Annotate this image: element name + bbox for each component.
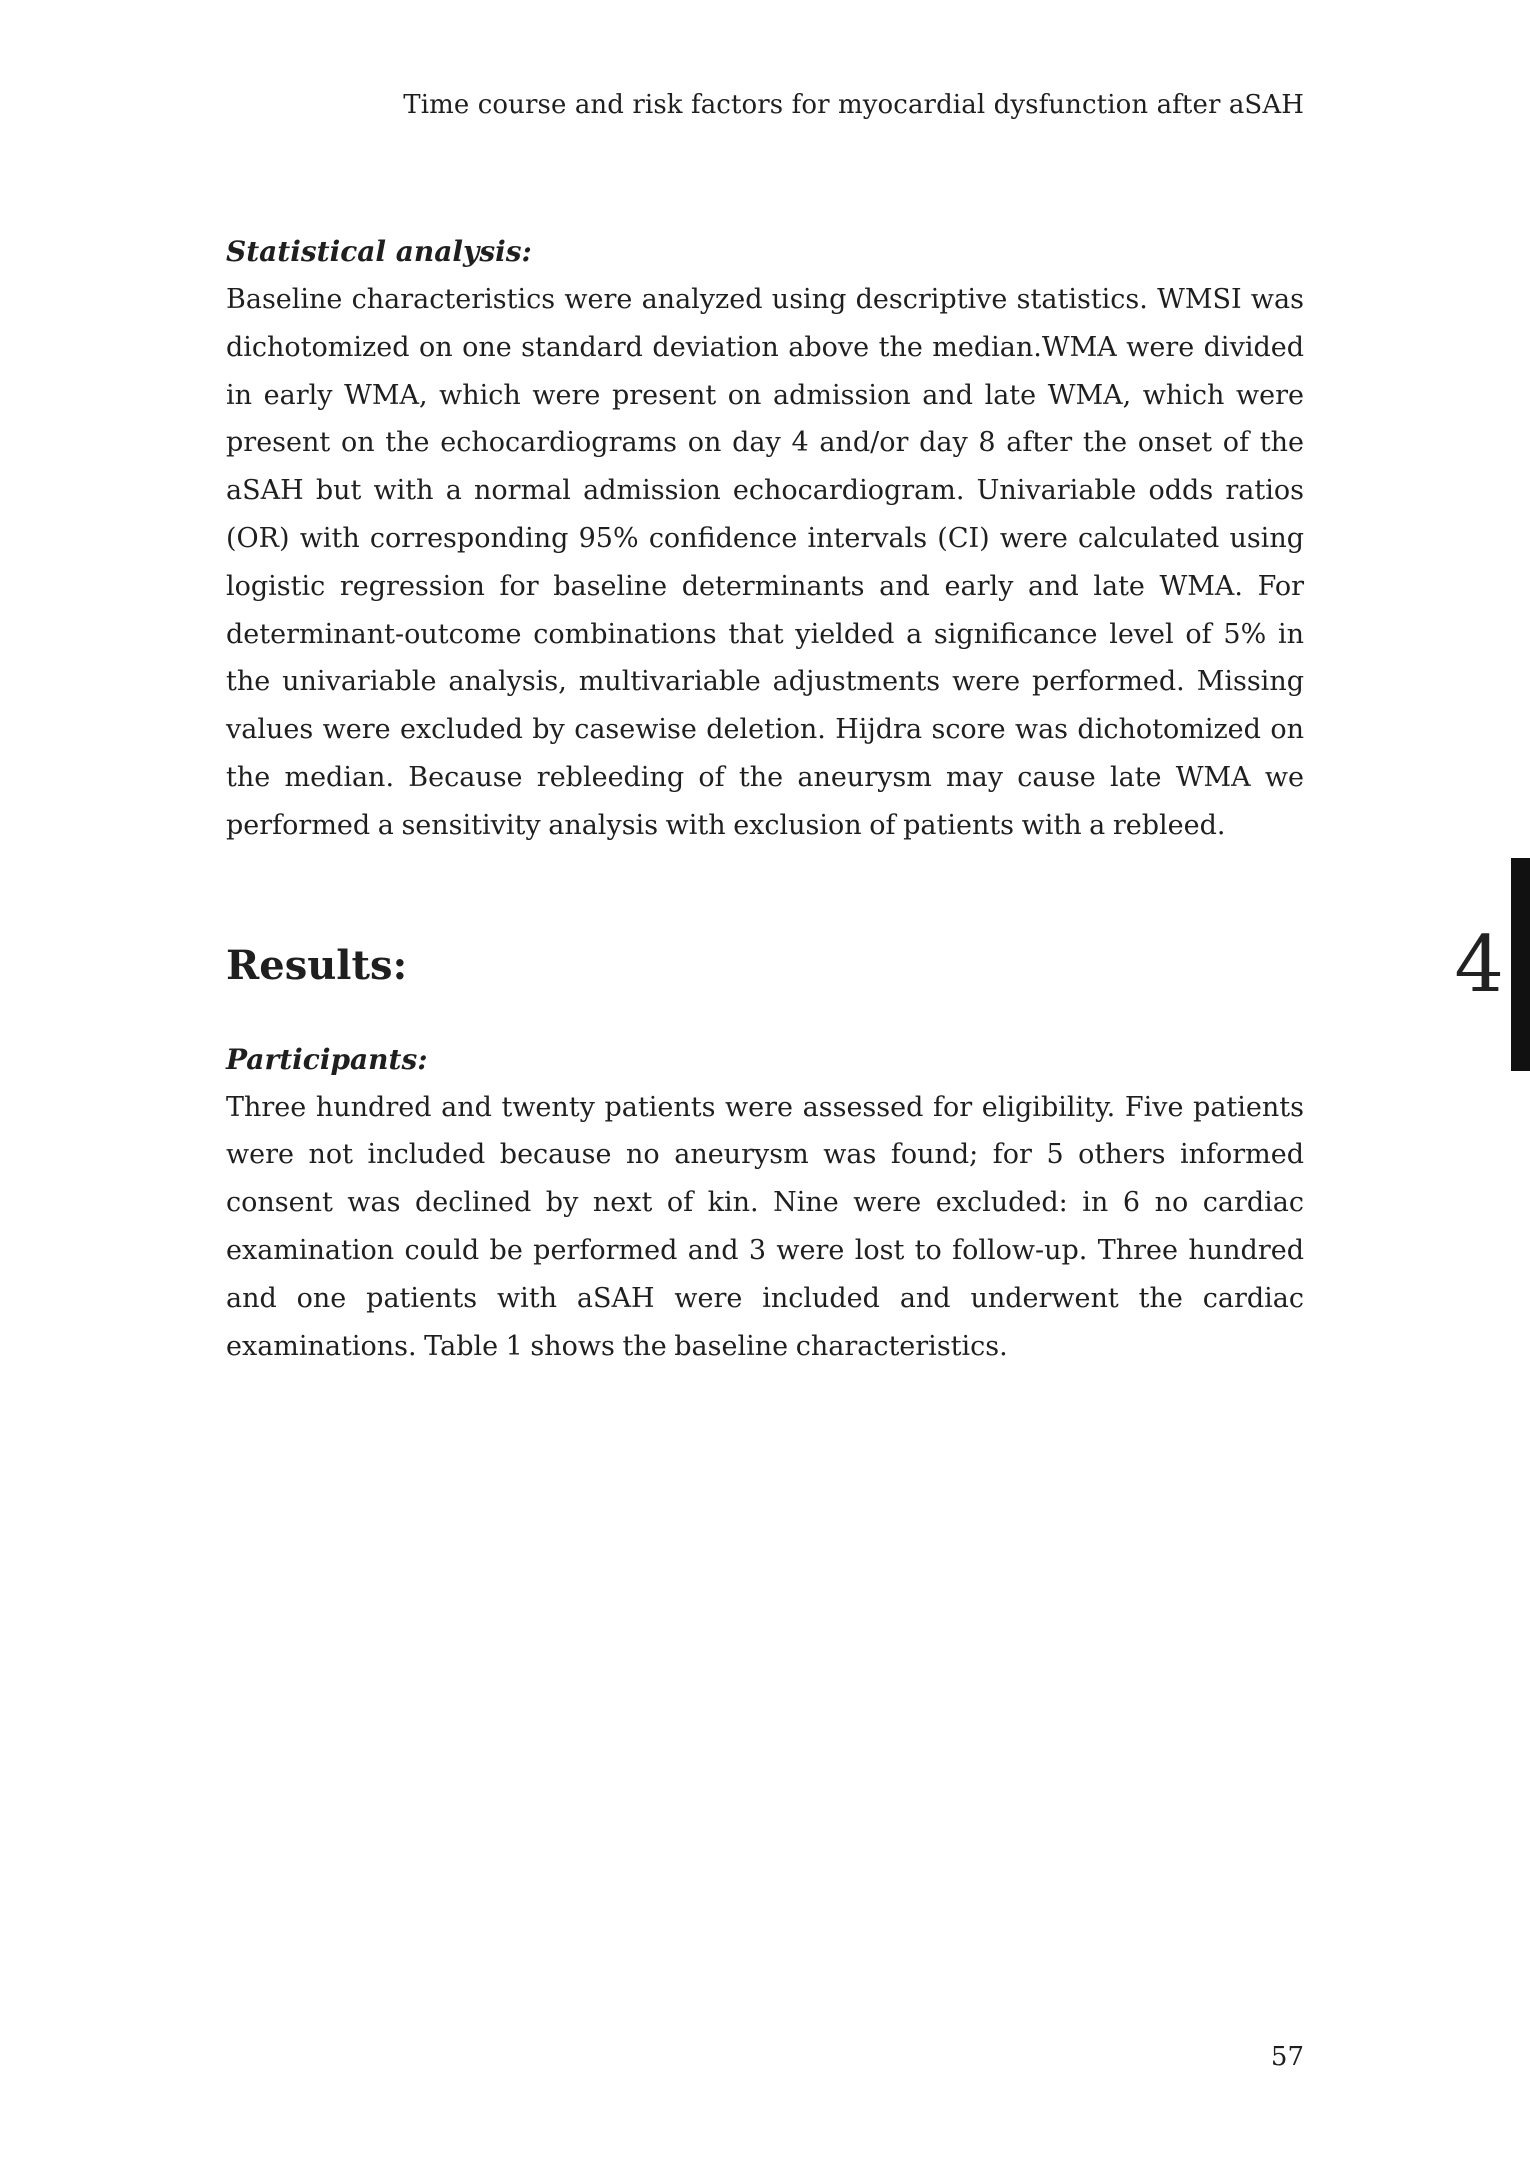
participants-paragraph: Three hundred and twenty patients were assessed for eligibility. Five patients were not included because no aneurysm was found; for 5 others informed consent was declined by next of kin. Nine were excluded: in 6 no cardiac examination could be performed and 3 were lost to follow-up. Three hundred and one patients with aSAH were included and underwent the cardiac examinations. Table 1 shows the baseline characteristics. [226,1091,1304,1362]
page-number: 57 [1270,2042,1304,2072]
participants-heading: Participants: [226,1042,428,1076]
page-content [226,228,1304,1370]
chapter-tab-marker [1511,858,1530,1071]
statistical-analysis-heading: Statistical analysis: [226,235,532,268]
chapter-number: 4 [1454,920,1504,1010]
results-heading: Results: [226,941,408,989]
statistical-analysis-paragraph: Baseline characteristics were analyzed using descriptive statistics. WMSI was dichotomized on one standard deviation above the median.WMA were divided in early WMA, which were present on admission and late WMA, which were present on the echocardiograms on day 4 and/or day 8 after the onset of the aSAH but with a normal admission echocardiogram. Univariable odds ratios (OR) with corresponding 95% confidence intervals (CI) were calculated using logistic regression for baseline determinants and early and late WMA. For determinant-outcome combinations that yielded a significance level of 5% in the univariable analysis, multivariable adjustments were performed. Missing values were excluded by casewise deletion. Hijdra score was dichotomized on the median. Because rebleeding of the aneurysm may cause late WMA we performed a sensitivity analysis with exclusion of patients with a rebleed. [226,284,1304,841]
running-header: Time course and risk factors for myocardial dysfunction after aSAH [403,90,1304,120]
